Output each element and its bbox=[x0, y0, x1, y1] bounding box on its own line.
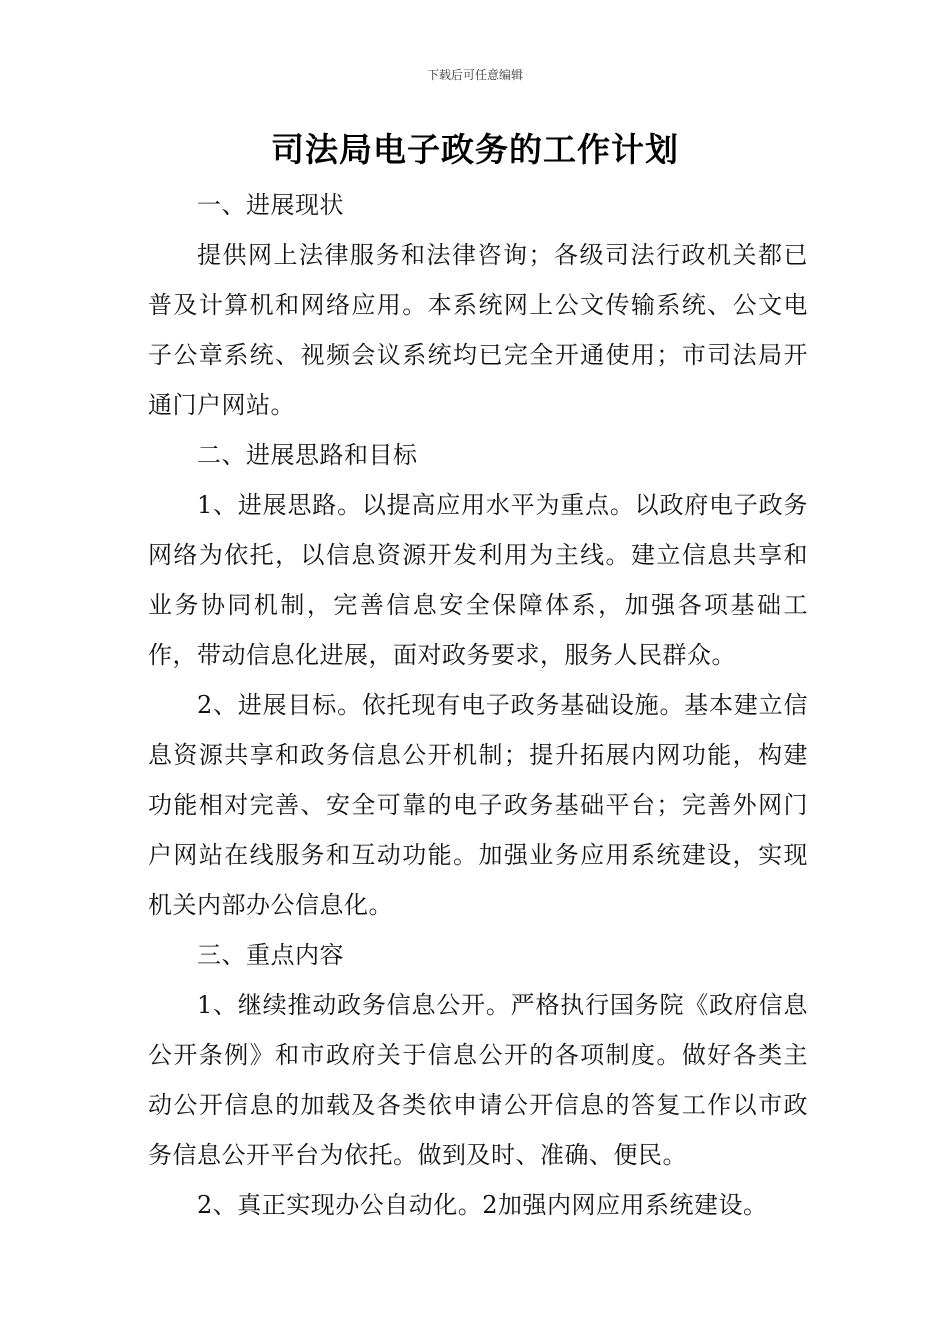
header-note: 下载后可任意编辑 bbox=[426, 68, 523, 82]
section-heading: 一、进展现状 bbox=[197, 191, 344, 219]
document-title: 司法局电子政务的工作计划 bbox=[271, 130, 679, 169]
paragraph: 提供网上法律服务和法律咨询；各级司法行政机关都已普及计算机和网络应用。本系统网上公文传输系统、公文电子公章系统、视频会议系统均已完全开通使用；市司法局开通门户网站。 bbox=[148, 241, 808, 419]
paragraph: 2、真正实现办公自动化。2加强内网应用系统建设。 bbox=[197, 1191, 768, 1219]
document-body bbox=[148, 180, 808, 1230]
paragraph: 1、进展思路。以提高应用水平为重点。以政府电子政务网络为依托，以信息资源开发利用为主线。建立信息共享和业务协同机制，完善信息安全保障体系，加强各项基础工作，带动信息化进展，面对政务要求，服务人民群众。 bbox=[148, 491, 808, 669]
paragraph: 2、进展目标。依托现有电子政务基础设施。基本建立信息资源共享和政务信息公开机制；提升拓展内网功能，构建功能相对完善、安全可靠的电子政务基础平台；完善外网门户网站在线服务和互动功能。加强业务应用系统建设，实现机关内部办公信息化。 bbox=[148, 691, 808, 919]
paragraph: 1、继续推动政务信息公开。严格执行国务院《政府信息公开条例》和市政府关于信息公开的各项制度。做好各类主动公开信息的加载及各类依申请公开信息的答复工作以市政务信息公开平台为依托。做到及时、准确、便民。 bbox=[148, 991, 808, 1169]
section-heading: 三、重点内容 bbox=[197, 941, 344, 969]
section-heading: 二、进展思路和目标 bbox=[197, 441, 418, 469]
